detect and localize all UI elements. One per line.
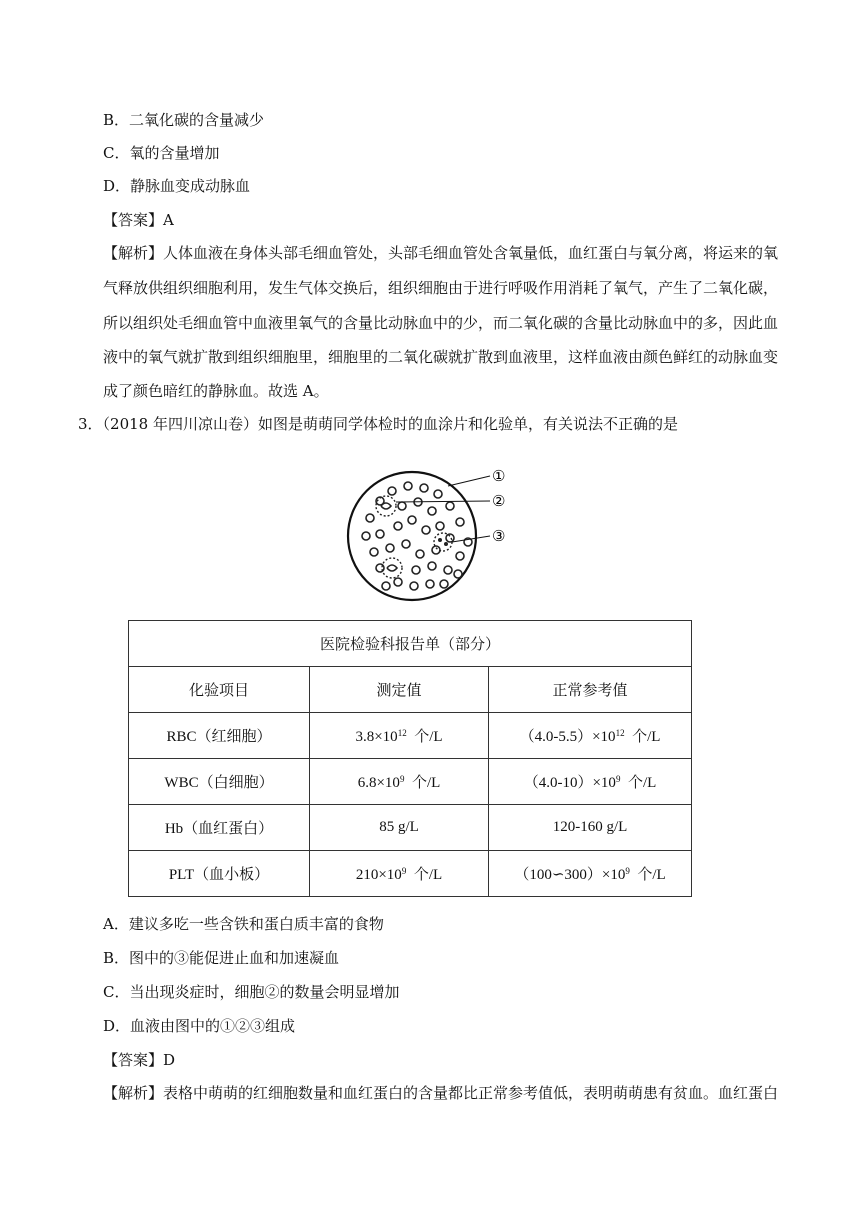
analysis-tag: 【解析】 — [103, 1084, 164, 1102]
figure-label-3: ③ — [492, 527, 506, 545]
q2-analysis-line-3: 所以组织处毛细血管中血液里氧气的含量比动脉血中的少，而二氧化碳的含量比动脉血中的多，因此血 — [103, 314, 779, 332]
q2-option-d — [103, 176, 250, 196]
question-number: 3． — [78, 415, 103, 433]
q3-stem — [78, 414, 678, 434]
option-label: C． — [103, 144, 130, 162]
table-row — [129, 805, 692, 851]
option-label: C． — [103, 983, 130, 1001]
q2-option-c — [103, 143, 220, 163]
row-item: WBC（白细胞） — [129, 759, 310, 805]
q3-option-c — [103, 982, 400, 1002]
row-value: 85 g/L — [310, 805, 489, 851]
answer-tag: 【答案】 — [103, 1051, 164, 1069]
option-label: D． — [103, 1017, 131, 1035]
q2-analysis-line-5: 成了颜色暗红的静脉血。故选 A。 — [103, 382, 329, 400]
table-row — [129, 851, 692, 897]
table-row — [129, 713, 692, 759]
option-label: B． — [103, 111, 130, 129]
option-label: B． — [103, 949, 130, 967]
option-text: 血液由图中的①②③组成 — [130, 1017, 296, 1035]
table-row — [129, 759, 692, 805]
option-text: 氧的含量增加 — [129, 144, 220, 162]
q3-option-d — [103, 1016, 295, 1036]
figure-label-1: ① — [492, 467, 506, 485]
option-text: 图中的③能促进止血和加速凝血 — [129, 949, 340, 967]
header-item: 化验项目 — [129, 667, 310, 713]
row-item: PLT（血小板） — [129, 851, 310, 897]
header-value: 测定值 — [310, 667, 489, 713]
row-value: $210\times 10^9$ 个/L — [310, 851, 489, 897]
analysis-tag: 【解析】 — [103, 244, 164, 262]
row-item: RBC（红细胞） — [129, 713, 310, 759]
figure-label-2: ② — [492, 492, 506, 510]
microscope-field — [348, 472, 476, 600]
option-text: 当出现炎症时，细胞②的数量会明显增加 — [129, 983, 400, 1001]
lab-report-table — [128, 620, 692, 897]
analysis-text: 表格中萌萌的红细胞数量和血红蛋白的含量都比正常参考值低，表明萌萌患有贫血。血红蛋白 — [163, 1084, 779, 1102]
option-text: 静脉血变成动脉血 — [130, 177, 251, 195]
question-text: （2018 年四川凉山卷）如图是萌萌同学体检时的血涂片和化验单，有关说法不正确的是 — [102, 415, 678, 433]
row-value: $3.8\times 10^{12}$ 个/L — [310, 713, 489, 759]
row-value: $6.8\times 10^9$ 个/L — [310, 759, 489, 805]
q2-analysis-line-1 — [103, 243, 778, 263]
answer-value: D — [163, 1051, 176, 1069]
answer-value: A — [163, 211, 174, 229]
q3-option-a — [103, 914, 384, 934]
option-text: 建议多吃一些含铁和蛋白质丰富的食物 — [128, 915, 384, 933]
row-reference: $(4.0-5.5)\times 10^{12}$ 个/L — [489, 713, 692, 759]
option-text: 二氧化碳的含量减少 — [129, 111, 265, 129]
row-reference: $(100∽300)\times 10^9$ 个/L — [489, 851, 692, 897]
blood-smear-figure — [340, 456, 520, 606]
row-reference: 120-160 g/L — [489, 805, 692, 851]
q2-analysis-line-4: 液中的氧气就扩散到组织细胞里，细胞里的二氧化碳就扩散到血液里，这样血液由颜色鲜红的动脉血变 — [103, 348, 779, 366]
q2-option-b — [103, 110, 264, 130]
option-label: A． — [103, 915, 129, 933]
table-header-row — [129, 667, 692, 713]
table-title-row — [129, 621, 692, 667]
q2-analysis-line-2: 气释放供组织细胞利用，发生气体交换后，组织细胞由于进行呼吸作用消耗了氧气，产生了二氧化碳， — [103, 279, 779, 297]
row-item: Hb（血红蛋白） — [129, 805, 310, 851]
answer-tag: 【答案】 — [103, 211, 164, 229]
header-reference: 正常参考值 — [489, 667, 692, 713]
analysis-text: 人体血液在身体头部毛细血管处，头部毛细血管处含氧量低，血红蛋白与氧分离，将运来的氧 — [163, 244, 779, 262]
table-title: 医院检验科报告单（部分） — [129, 621, 692, 667]
q2-answer — [103, 210, 174, 230]
q3-analysis-line-1 — [103, 1083, 778, 1103]
row-reference: $(4.0-10)\times 10^9$ 个/L — [489, 759, 692, 805]
option-label: D． — [103, 177, 131, 195]
q3-answer — [103, 1050, 175, 1070]
q3-option-b — [103, 948, 339, 968]
